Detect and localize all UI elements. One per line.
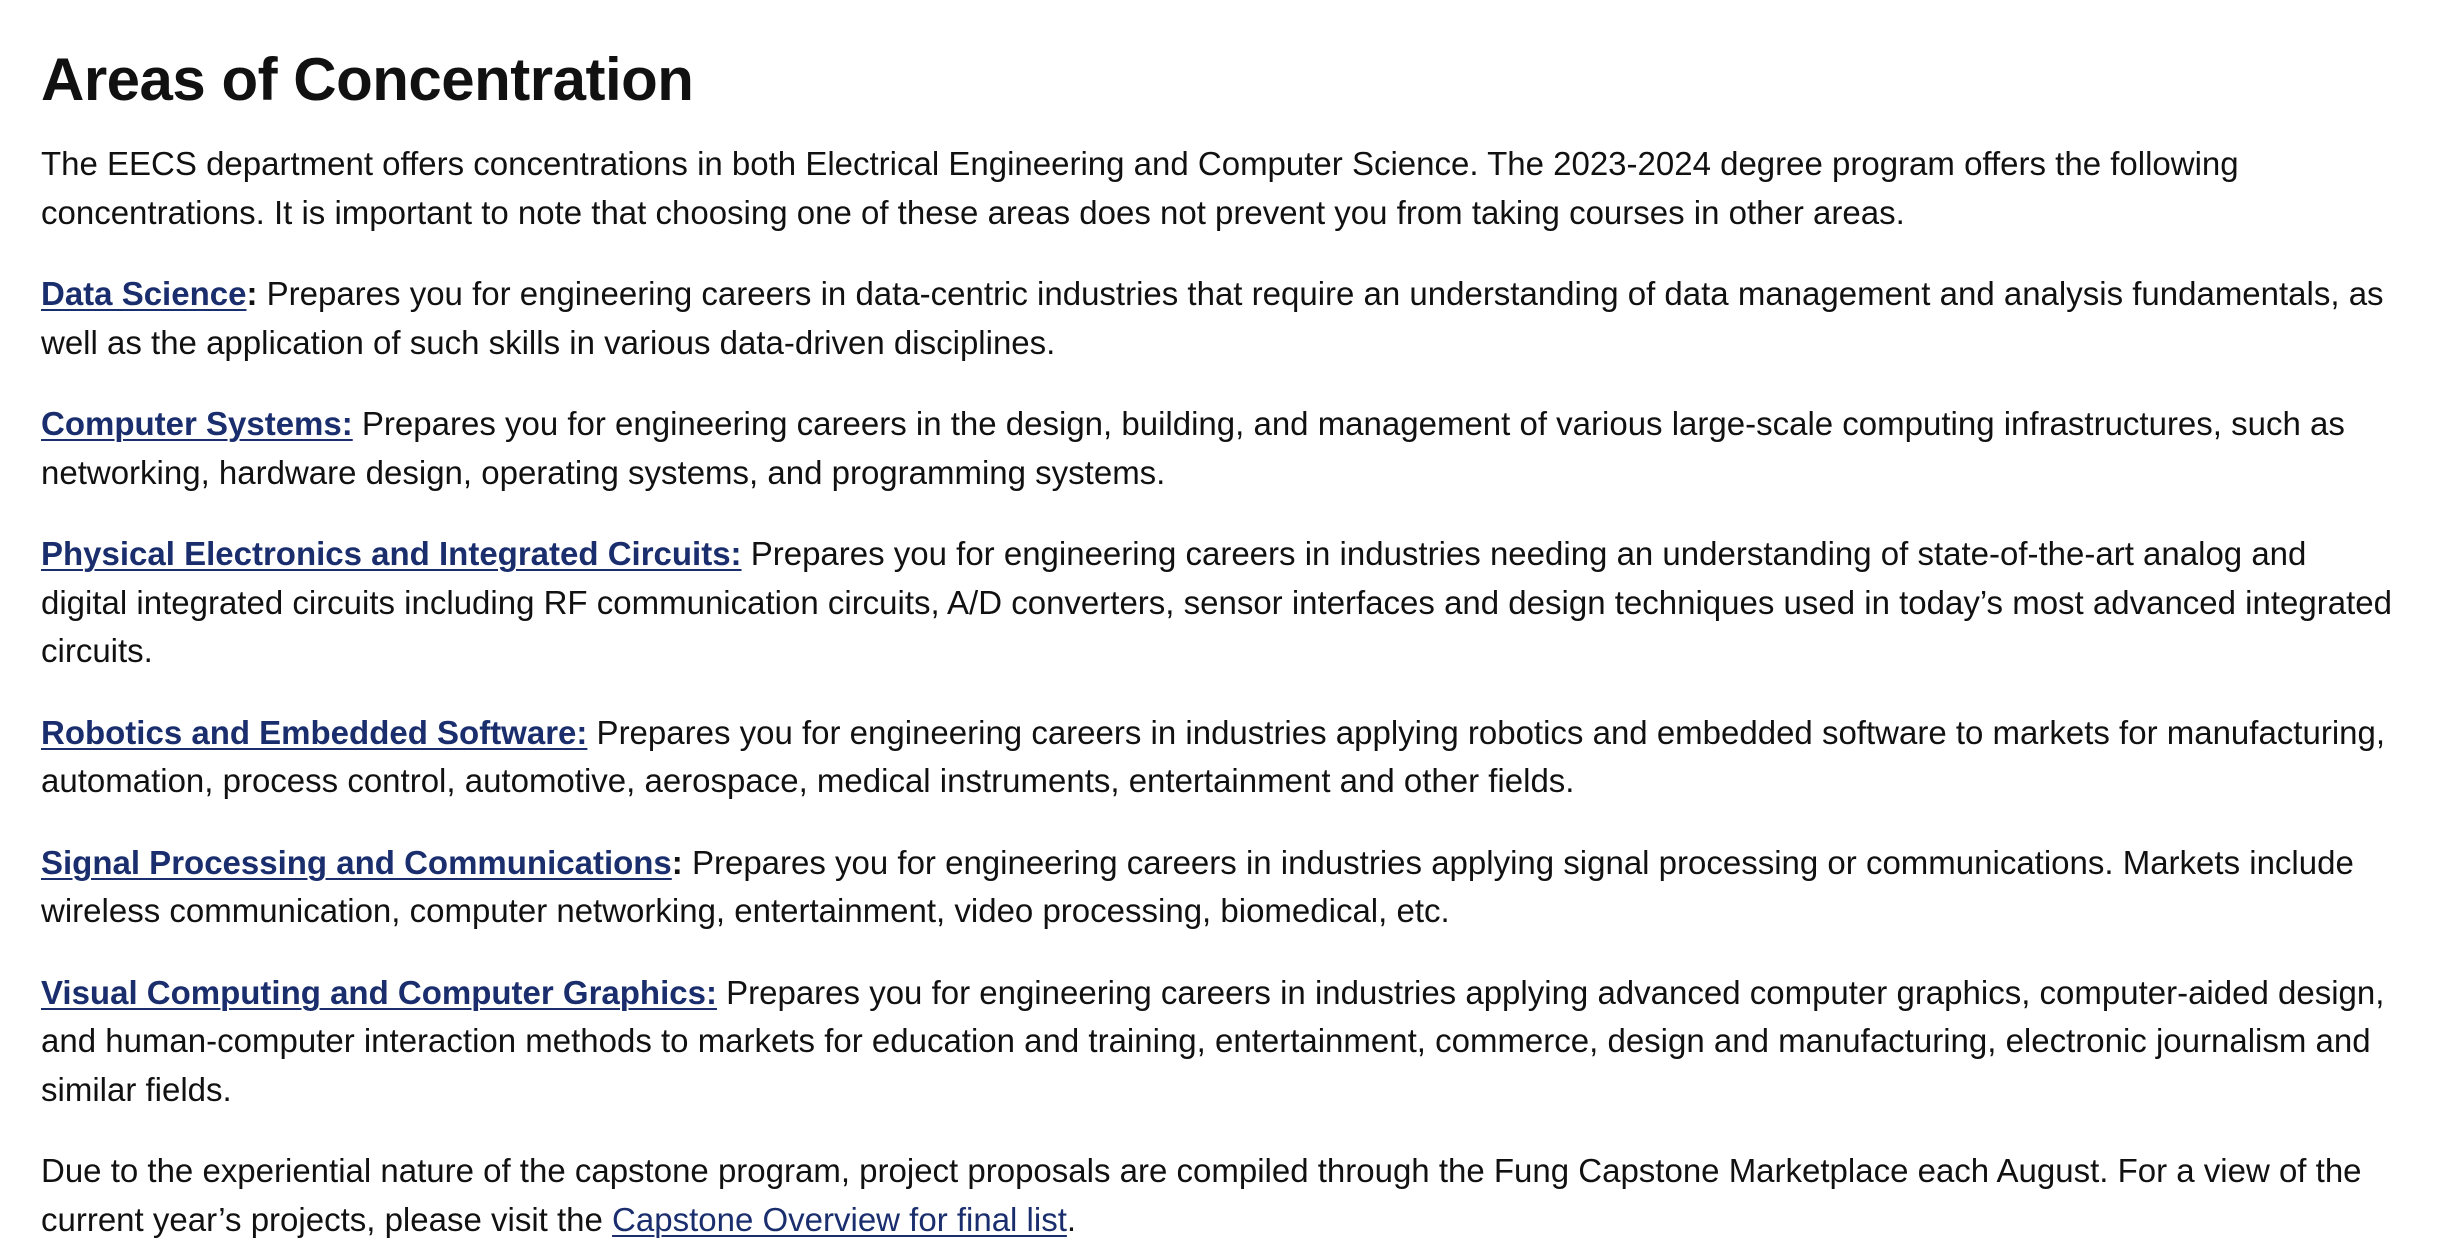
concentration-description: Prepares you for engineering careers in industries applying advanced computer graphics, computer-aided design, and human-computer interaction methods to markets for education and training, entertainment, commerce, design and manufacturing, electronic journalism and similar fields. bbox=[41, 973, 2385, 1108]
physical-electronics-link[interactable]: Physical Electronics and Integrated Circuits: bbox=[41, 535, 742, 572]
intro-paragraph: The EECS department offers concentrations in both Electrical Engineering and Computer Science. The 2023-2024 degree program offers the following concentrations. It is important to note that choosing one of these areas does not prevent you from taking courses in other areas. bbox=[41, 145, 2239, 231]
robotics-link[interactable]: Robotics and Embedded Software: bbox=[41, 713, 588, 751]
capstone-period: . bbox=[1066, 1200, 1077, 1238]
page-title: Areas of Concentration bbox=[41, 46, 694, 113]
visual-computing-link[interactable]: Visual Computing and Computer Graphics: bbox=[41, 973, 717, 1011]
concentration-physical-electronics bbox=[41, 530, 2401, 676]
concentration-description: Prepares you for engineering careers in the design, building, and management of various large-scale computing infrastructures, such as networking, hardware design, operating systems, and programming systems. bbox=[41, 405, 2345, 491]
capstone-overview-link[interactable]: Capstone Overview for final list bbox=[612, 1200, 1067, 1238]
signal-processing-link[interactable]: Signal Processing and Communications bbox=[41, 843, 672, 881]
concentration-visual-computing bbox=[41, 969, 2401, 1115]
concentration-description: Prepares you for engineering careers in industries needing an understanding of state-of-the-art analog and digital integrated circuits including RF communication circuits, A/D converters, sensor interfaces and design techniques used in today’s most advanced integrated circuits. bbox=[41, 535, 2392, 669]
concentration-data-science bbox=[41, 270, 2401, 367]
concentration-description: Prepares you for engineering careers in data-centric industries that require an understanding of data management and analysis fundamentals, as well as the application of such skills in various data-driven disciplines. bbox=[41, 275, 2384, 361]
capstone-paragraph bbox=[41, 1147, 2401, 1244]
concentration-description: Prepares you for engineering careers in industries applying robotics and embedded software to markets for manufacturing, automation, process control, automotive, aerospace, medical instruments, entertainment and other fields. bbox=[41, 713, 2386, 799]
data-science-link[interactable]: Data Science bbox=[41, 275, 247, 312]
computer-systems-link[interactable]: Computer Systems: bbox=[41, 405, 353, 442]
concentration-separator: : bbox=[246, 275, 258, 312]
concentration-signal-processing bbox=[41, 839, 2401, 936]
concentration-robotics bbox=[41, 709, 2401, 806]
concentration-separator: : bbox=[671, 843, 683, 881]
concentration-computer-systems bbox=[41, 400, 2401, 497]
concentration-description: Prepares you for engineering careers in industries applying signal processing or communications. Markets include wireless communication, computer networking, entertainment, video processing, biomedical, etc. bbox=[41, 843, 2354, 929]
capstone-text: Due to the experiential nature of the capstone program, project proposals are compiled through the Fung Capstone Marketplace each August. For a view of the current year’s projects, please visit the bbox=[41, 1152, 2362, 1238]
